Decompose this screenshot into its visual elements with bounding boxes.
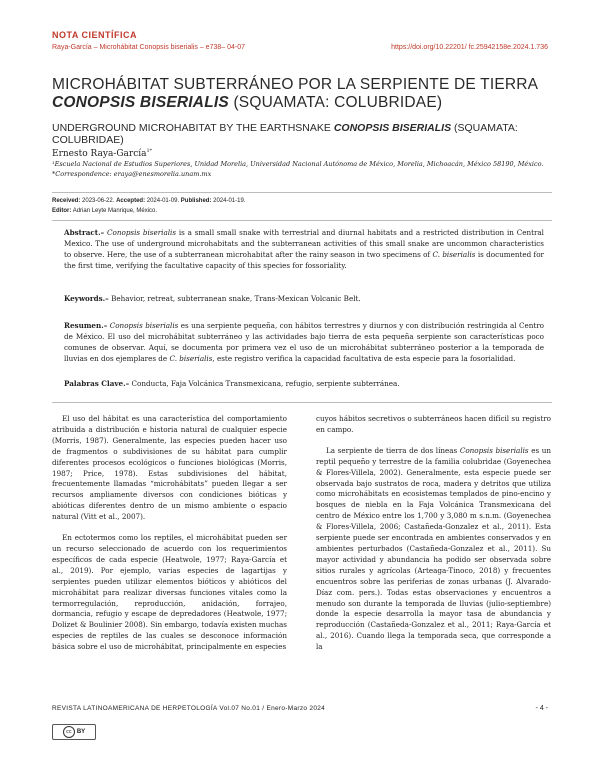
title-spanish	[52, 76, 552, 112]
title-spanish-main: MICROHÁBITAT SUBTERRÁNEO POR LA SERPIENTE DE TIERRA	[52, 76, 538, 93]
abstract-species: Conopsis biserialis	[107, 228, 177, 237]
title-spanish-species: CONOPSIS BISERIALIS	[52, 94, 229, 111]
author-marks: 1*	[146, 148, 153, 154]
section-label: NOTA CIENTÍFICA	[52, 30, 137, 40]
accepted-date: 2024-01-09.	[146, 198, 180, 204]
title-english	[52, 122, 552, 146]
published-date: 2024-01-19.	[213, 198, 246, 204]
editor-label: Editor:	[52, 208, 72, 214]
body-paragraph: cuyos hábitos secretivos o subterráneos hacen difícil su registro en campo.	[316, 414, 551, 434]
accepted-label: Accepted:	[116, 198, 146, 204]
palabras-clave	[64, 378, 544, 389]
title-english-main: UNDERGROUND MICROHABITAT BY THE EARTHSNAKE	[52, 122, 331, 134]
title-english-tail: (SQUAMATA: COLUBRIDAE)	[52, 122, 518, 146]
resumen	[64, 320, 544, 364]
resumen-text-2: , este registro verifica la capacidad facultativa de esta especie para la fosorialidad.	[212, 354, 516, 363]
editor-name: Adrian Leyte Manrique, México.	[72, 208, 158, 214]
resumen-species-short: C. biserialis	[169, 354, 213, 363]
cc-icon: cc	[63, 726, 75, 738]
abstract-text-2: is documented for the first time, verifying the facultative capacity of this species for fossoriality.	[64, 250, 544, 270]
body-text: La serpiente de tierra de dos líneas	[326, 445, 460, 455]
resumen-species: Conopsis biserialis	[109, 321, 179, 330]
divider	[52, 220, 552, 221]
body-paragraph: El uso del hábitat es una característica del comportamiento atribuida a distribución e historia natural de cualquier especie (Morris, 1987). Generalmente, las especies pueden hacer uso de fragmentos o subdivisiones de su hábitat para cumplir diferentes procesos ecológicos o funciones biológicas (Morris, 1987; Price, 1978). Estas subdivisiones del hábitat, frecuentemente llamadas “microhábitats” pueden llegar a ser recursos ampliamente diversos con condiciones bióticas y abióticas diferentes dentro de un mismo ambiente o espacio natural (Vitt et al., 2007).	[52, 414, 287, 522]
license-badge[interactable]	[52, 724, 96, 740]
body-left-column	[52, 414, 287, 663]
body-paragraph: En ectotermos como los reptiles, el microhábitat pueden ser un recurso seleccionado de acuerdo con los requerimientos específicos de cada especie (Heatwole, 1977; Raya-García et al., 2019). Por ejemplo, varias especies de lagartijas y serpientes pueden utilizar elementos bióticos y abióticos del microhábitat para realizar diversas funciones vitales como la termorregulación, reproducción, anidación, forrajeo, dormancia, refugio y escape de depredadores (Heatwole, 1977; Dolizet & Boulinier 2008). Sin embargo, todavía existen muchas especies de reptiles de las cuales se desconoce información básica sobre el uso de microhábitat, principalmente en especies	[52, 533, 287, 652]
keywords-text: Behavior, retreat, subterranean snake, Trans-Mexican Volcanic Belt.	[108, 294, 361, 303]
abstract	[64, 227, 544, 271]
abstract-species-short: C. biserialis	[432, 250, 476, 259]
running-head: Raya-García – Microhábitat Conopsis biserialis – e738– 04-07	[52, 44, 245, 51]
palabras-label: Palabras Clave.–	[64, 379, 130, 388]
affiliation: ¹Escuela Nacional de Estudios Superiores, Unidad Morelia, Universidad Nacional Autónoma de México, Morelia, Michoacán, México 58190, México.	[52, 160, 544, 168]
keywords	[64, 293, 544, 304]
title-spanish-tail: (SQUAMATA: COLUBRIDAE)	[233, 94, 443, 111]
resumen-text-1: es una serpiente pequeña, con hábitos terrestres y diurnos y con distribución restringida al Centro de México. El uso del microhábitat subterráneo y las actividades bajo tierra de esta pequeña serpiente son características poco comunes de observar. Aquí, se documenta por primera vez el uso de un microhábitat subterráneo posterior a la temporada de lluvias en dos ejemplares de	[64, 321, 544, 363]
author	[52, 148, 152, 159]
editor	[52, 208, 157, 214]
journal-footer: REVISTA LATINOAMERICANA DE HERPETOLOGÍA Vol.07 No.01 / Enero-Marzo 2024	[52, 705, 326, 712]
body-right-column	[316, 414, 551, 663]
divider	[52, 402, 552, 403]
by-icon: BY	[76, 729, 86, 735]
palabras-text: Conducta, Faja Volcánica Transmexicana, refugio, serpiente subterránea.	[129, 379, 400, 388]
abstract-text-1: is a small small snake with terrestrial and diurnal habitats and a restricted distribution in Central Mexico. The use of underground microhabitats and the subterranean activities of this small snake are uncommon characteristics to observe. Here, the use of a subterranean microhabitat after the rainy season in two specimens of	[64, 228, 544, 259]
body-text: es un reptil pequeño y terrestre de la familia colubridae (Goyenechea & Flores-Villela, 2002). Generalmente, esta especie puede ser observada bajo sustratos de roca, madera y detritos que utiliza como microhábitats en ecosistemas templados de pino-encino y bosques de niebla en la Faja Volcánica Transmexicana del centro de México entre los 1,700 y 3,080 m s.n.m. (Goyenechea & Flores-Villela, 2006; Castañeda-Gonzalez et al., 2011). Esta serpiente puede ser encontrada en ambientes conservados y en ambientes perturbados (Castañeda-Gonzalez et al., 2011). Su mayor actividad y abundancia ha podido ser observada sobre sitios rurales y agrícolas (Arteaga-Tinoco, 2018) y frecuentes encuentros sobre las periferias de zonas urbanas (J. Alvarado-Díaz com. pers.). Todas estas observaciones y encuentros a menudo son durante la temporada de lluvias (julio-septiembre) donde la especie desarrolla la mayor tasa de abundancia y reproducción (Castañeda-Gonzalez et al., 2011; Raya-García et al., 2016). Cuando llega la temporada seca, que corresponde a la	[316, 445, 551, 652]
received-date: 2023-06-22.	[82, 198, 115, 204]
abstract-label: Abstract.–	[64, 228, 105, 237]
title-english-species: CONOPSIS BISERIALIS	[333, 122, 452, 134]
published-label: Published:	[180, 198, 212, 204]
body-paragraph	[316, 446, 551, 653]
author-name: Ernesto Raya-García	[52, 149, 147, 159]
dates	[52, 198, 245, 204]
keywords-label: Keywords.–	[64, 294, 109, 303]
resumen-label: Resumen.–	[64, 321, 108, 330]
doi-link[interactable]: https://doi.org/10.22201/ fc.25942158e.2024.1.736	[391, 44, 548, 51]
divider	[52, 192, 552, 193]
correspondence: *Correspondence: eraya@enesmorelia.unam.mx	[52, 170, 212, 178]
received-label: Received:	[52, 198, 81, 204]
body-species: Conopsis biserialis	[459, 445, 529, 455]
page-number: - 4 -	[535, 705, 548, 712]
